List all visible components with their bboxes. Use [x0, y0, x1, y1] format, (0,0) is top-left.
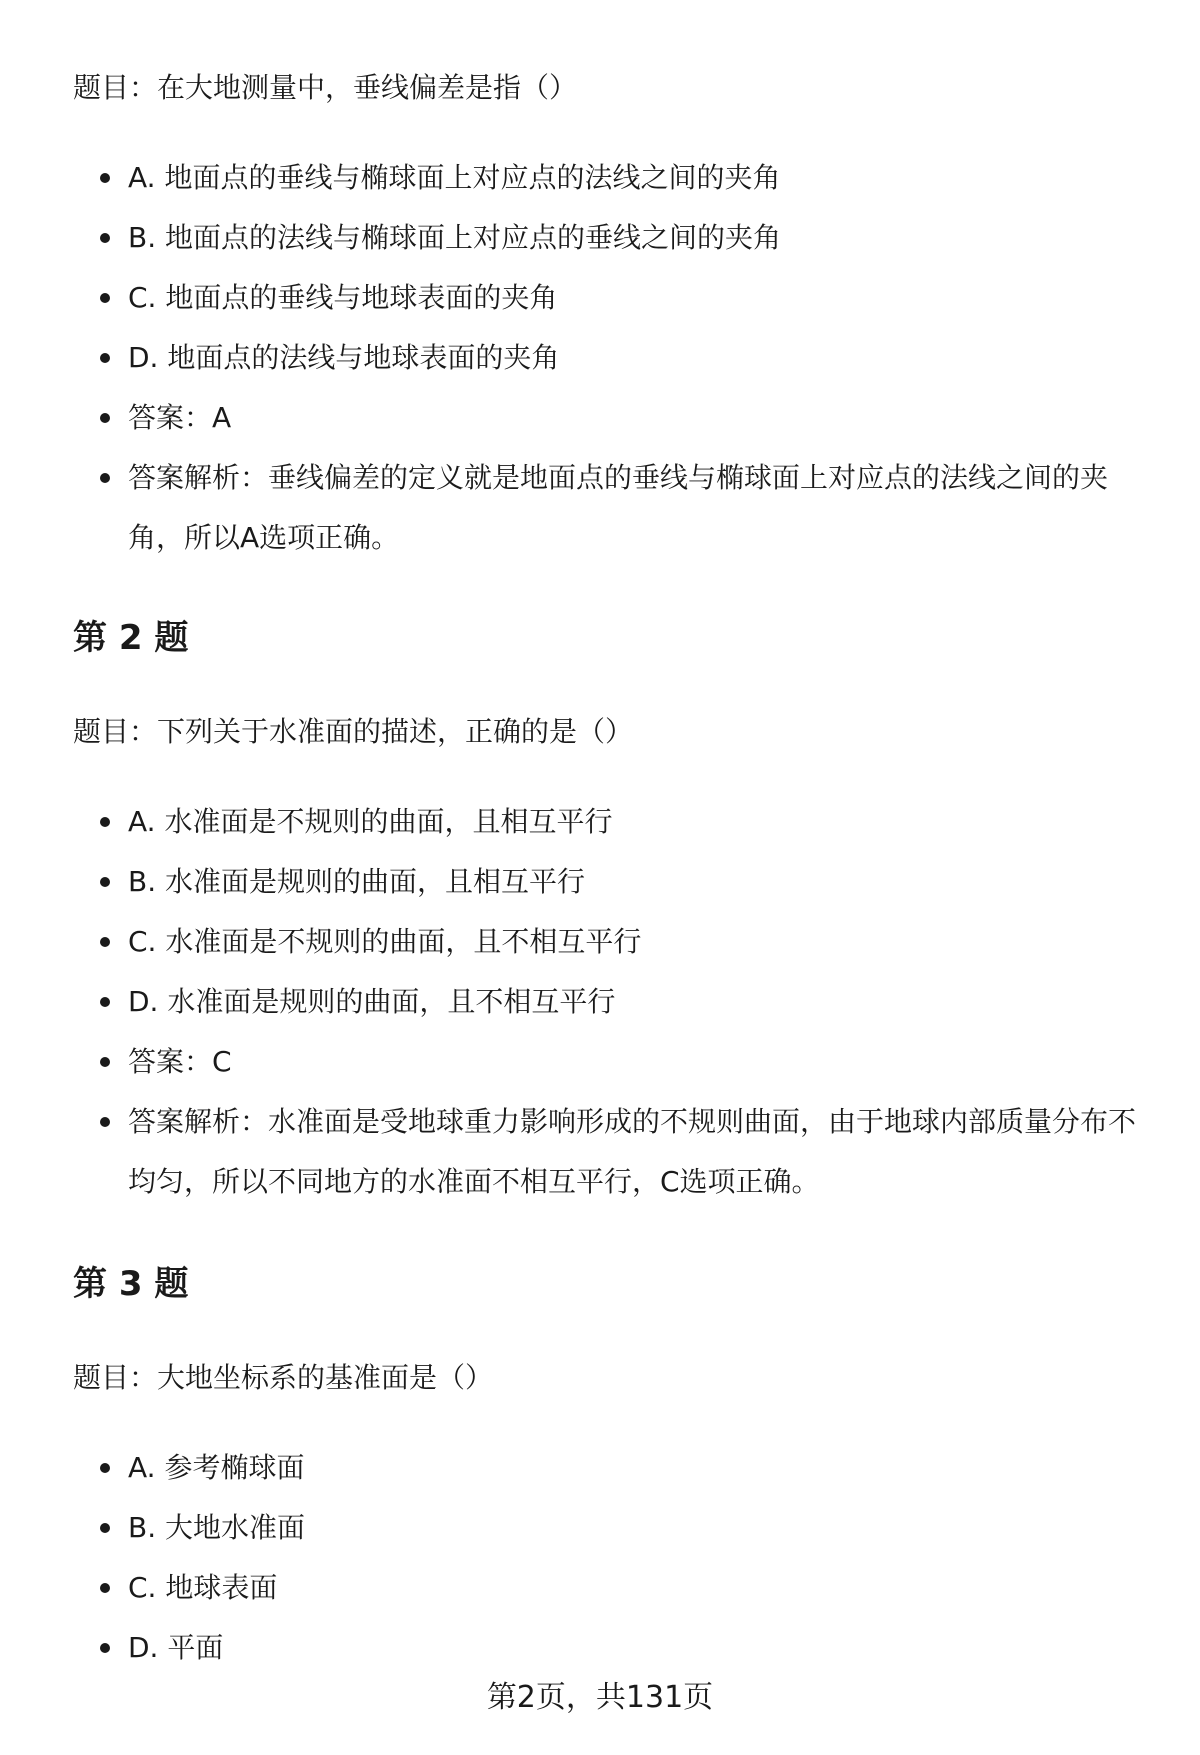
bullet-icon	[100, 817, 110, 827]
question-2-explanation: 答案解析：水准面是受地球重力影响形成的不规则曲面，由于地球内部质量分布不均匀，所以不同地方的水准面不相互平行，C选项正确。	[73, 1092, 1153, 1212]
question-3-option-c: C. 地球表面	[73, 1558, 1153, 1618]
question-2-heading: 第 2 题	[73, 618, 189, 658]
question-2-option-a: A. 水准面是不规则的曲面，且相互平行	[73, 792, 1153, 852]
question-2-answer: 答案：C	[73, 1032, 1153, 1092]
bullet-icon	[100, 997, 110, 1007]
question-1-option-d: D. 地面点的法线与地球表面的夹角	[73, 328, 1153, 388]
bullet-icon	[100, 293, 110, 303]
question-1-options	[73, 148, 1153, 568]
bullet-icon	[100, 1523, 110, 1533]
question-3-option-b: B. 大地水准面	[73, 1498, 1153, 1558]
bullet-icon	[100, 413, 110, 423]
question-1-answer: 答案：A	[73, 388, 1153, 448]
question-2-options	[73, 792, 1153, 1212]
bullet-icon	[100, 173, 110, 183]
question-2-title: 题目：下列关于水准面的描述，正确的是（）	[73, 715, 634, 748]
question-3-option-a: A. 参考椭球面	[73, 1438, 1153, 1498]
question-3-option-d: D. 平面	[73, 1618, 1153, 1678]
question-2-option-c: C. 水准面是不规则的曲面，且不相互平行	[73, 912, 1153, 972]
bullet-icon	[100, 937, 110, 947]
question-1-option-a: A. 地面点的垂线与椭球面上对应点的法线之间的夹角	[73, 148, 1153, 208]
question-1-title: 题目：在大地测量中，垂线偏差是指（）	[73, 71, 578, 104]
page-number-footer: 第2页，共131页	[486, 1680, 714, 1715]
question-1-explanation: 答案解析：垂线偏差的定义就是地面点的垂线与椭球面上对应点的法线之间的夹角，所以A选项正确。	[73, 448, 1153, 568]
bullet-icon	[100, 1583, 110, 1593]
bullet-icon	[100, 1117, 110, 1127]
bullet-icon	[100, 233, 110, 243]
bullet-icon	[100, 353, 110, 363]
question-1-option-b: B. 地面点的法线与椭球面上对应点的垂线之间的夹角	[73, 208, 1153, 268]
question-1-option-c: C. 地面点的垂线与地球表面的夹角	[73, 268, 1153, 328]
question-3-options	[73, 1438, 1153, 1678]
bullet-icon	[100, 877, 110, 887]
bullet-icon	[100, 1463, 110, 1473]
question-2-option-b: B. 水准面是规则的曲面，且相互平行	[73, 852, 1153, 912]
bullet-icon	[100, 1643, 110, 1653]
question-3-heading: 第 3 题	[73, 1264, 189, 1304]
bullet-icon	[100, 1057, 110, 1067]
question-2-option-d: D. 水准面是规则的曲面，且不相互平行	[73, 972, 1153, 1032]
question-3-title: 题目：大地坐标系的基准面是（）	[73, 1361, 494, 1394]
bullet-icon	[100, 473, 110, 483]
